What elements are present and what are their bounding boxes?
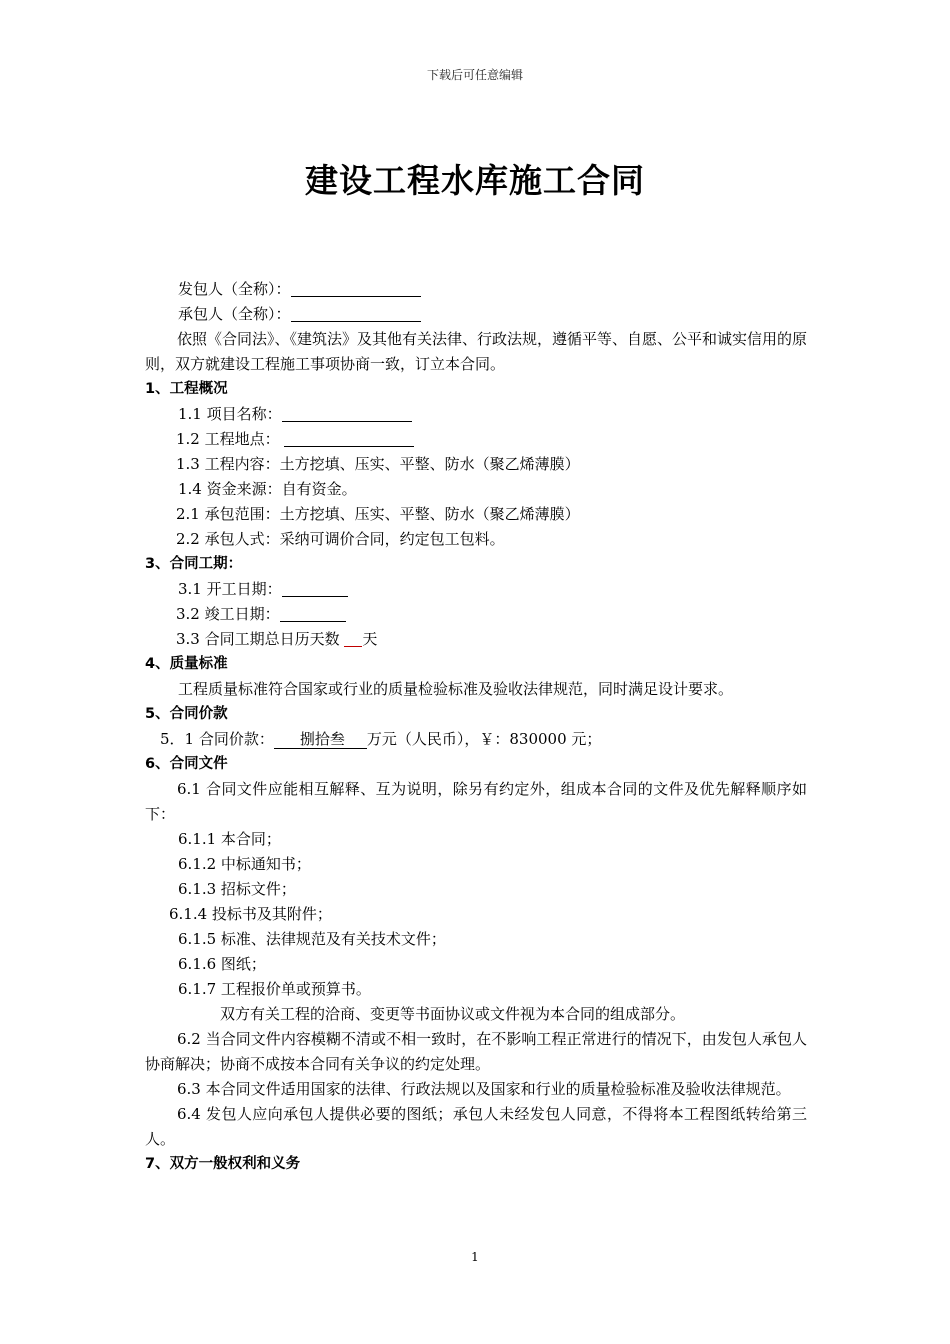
item-2-2: 2.2 承包人式：采纳可调价合同，约定包工包料。 [176,530,505,548]
doc-item: 6.1.5 标准、法律规范及有关技术文件； [178,930,446,948]
section-7-heading: 7、双方一般权利和义务 [145,1156,301,1172]
section-3-heading: 3、合同工期： [145,556,243,572]
document-title: 建设工程水库施工合同 [305,161,645,200]
section-5-heading: 5、合同价款 [145,706,228,722]
completion-date-blank[interactable] [280,605,346,622]
item-6-2: 6.2 当合同文件内容模糊不清或不相一致时，在不影响工程正常进行的情况下，由发包人承包人协商解决；协商不成按本合同有关争议的约定处理。 [145,1030,807,1073]
item-1-2 [145,427,807,452]
price-amount[interactable]: 捌拾叁 [274,730,367,749]
contractor-blank[interactable] [291,305,421,322]
duration-days-blank[interactable] [344,630,362,647]
item-2-1: 2.1 承包范围：土方挖填、压实、平整、防水（聚乙烯薄膜） [176,505,580,523]
section-1-heading: 1、工程概况 [145,381,228,397]
section-6-heading: 6、合同文件 [145,756,228,772]
section-4-heading: 4、质量标准 [145,656,228,672]
quality-standard-text: 工程质量标准符合国家或行业的质量检验标准及验收法律规范，同时满足设计要求。 [178,680,734,698]
doc-item: 6.1.3 招标文件； [178,880,296,898]
item-1-1 [145,402,807,427]
item-1-3: 1.3 工程内容：土方挖填、压实、平整、防水（聚乙烯薄膜） [176,455,580,473]
employer-label: 发包人（全称）： [178,280,291,298]
item-3-1-label: 3.1 开工日期： [178,580,282,598]
item-1-2-label: 1.2 工程地点： [176,430,280,448]
item-5-1 [145,727,807,752]
item-6-3: 6.3 本合同文件适用国家的法律、行政法规以及国家和行业的质量检验标准及验收法律规范。 [177,1080,791,1098]
price-label: 5．1 合同价款： [160,730,274,748]
employer-blank[interactable] [291,280,421,297]
days-unit: 天 [362,630,378,648]
item-3-2 [145,602,807,627]
project-name-blank[interactable] [282,405,412,422]
contractor-line [145,302,807,327]
page-number: 1 [471,1250,479,1264]
doc-item: 6.1.1 本合同； [178,830,281,848]
doc-item: 6.1.2 中标通知书； [178,855,311,873]
doc-item: 6.1.4 投标书及其附件； [169,905,332,923]
item-3-2-label: 3.2 竣工日期： [176,605,280,623]
docs-note: 双方有关工程的洽商、变更等书面协议或文件视为本合同的组成部分。 [220,1005,686,1023]
contract-body [145,277,807,1177]
project-location-blank[interactable] [284,430,414,447]
item-1-4: 1.4 资金来源：自有资金。 [178,480,357,498]
preamble: 依照《合同法》、《建筑法》及其他有关法律、行政法规，遵循平等、自愿、公平和诚实信用的原则，双方就建设工程施工事项协商一致，订立本合同。 [145,330,808,373]
item-3-3 [145,627,807,652]
item-3-3-label: 3.3 合同工期总日历天数 [176,630,340,648]
item-1-1-label: 1.1 项目名称： [178,405,282,423]
contractor-label: 承包人（全称）： [178,305,291,323]
employer-line [145,277,807,302]
item-6-4: 6.4 发包人应向承包人提供必要的图纸；承包人未经发包人同意，不得将本工程图纸转给第三人。 [145,1105,807,1148]
price-suffix: 万元（人民币），￥：830000 元； [366,730,602,748]
item-6-1: 6.1 合同文件应能相互解释、互为说明，除另有约定外，组成本合同的文件及优先解释顺序如下： [145,780,807,823]
start-date-blank[interactable] [282,580,348,597]
item-3-1 [145,577,807,602]
doc-item: 6.1.7 工程报价单或预算书。 [178,980,371,998]
header-note: 下载后可任意编辑 [426,68,523,82]
doc-item: 6.1.6 图纸； [178,955,266,973]
